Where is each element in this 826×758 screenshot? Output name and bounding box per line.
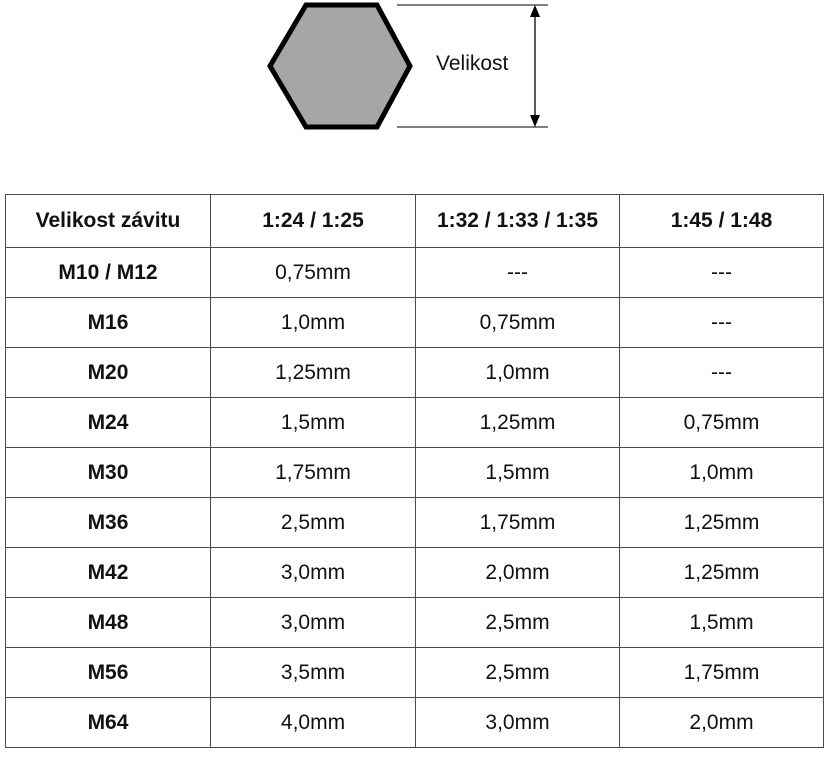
hexagon-shape xyxy=(270,5,410,127)
table-cell: 2,0mm xyxy=(416,548,620,598)
table-row xyxy=(6,648,824,698)
table-row xyxy=(6,298,824,348)
table-cell: 2,5mm xyxy=(211,498,416,548)
table-row xyxy=(6,398,824,448)
table-cell: 1,0mm xyxy=(416,348,620,398)
table-cell: 4,0mm xyxy=(211,698,416,748)
thread-size-cell: M56 xyxy=(6,648,211,698)
table-cell: --- xyxy=(620,298,824,348)
table-cell: 1,75mm xyxy=(620,648,824,698)
thread-size-table xyxy=(5,194,824,748)
hex-nut-diagram xyxy=(0,0,826,150)
table-cell: --- xyxy=(620,348,824,398)
dimension-arrow-bottom xyxy=(530,115,540,127)
table-row xyxy=(6,448,824,498)
table-cell: 3,5mm xyxy=(211,648,416,698)
table-cell: 3,0mm xyxy=(416,698,620,748)
table-row xyxy=(6,598,824,648)
table-row xyxy=(6,548,824,598)
table-cell: 0,75mm xyxy=(416,298,620,348)
table-cell: --- xyxy=(416,248,620,298)
table-cell: 1,25mm xyxy=(620,498,824,548)
table-cell: 3,0mm xyxy=(211,548,416,598)
header-scale-1-24: 1:24 / 1:25 xyxy=(211,195,416,248)
table-cell: 1,5mm xyxy=(211,398,416,448)
table-cell: 1,25mm xyxy=(620,548,824,598)
table-cell: 1,5mm xyxy=(620,598,824,648)
table-cell: 1,0mm xyxy=(211,298,416,348)
thread-size-cell: M42 xyxy=(6,548,211,598)
table-header-row xyxy=(6,195,824,248)
table-cell: 3,0mm xyxy=(211,598,416,648)
thread-size-cell: M20 xyxy=(6,348,211,398)
table-cell: 2,5mm xyxy=(416,648,620,698)
table-cell: 0,75mm xyxy=(211,248,416,298)
table-cell: 2,0mm xyxy=(620,698,824,748)
table-cell: --- xyxy=(620,248,824,298)
table-cell: 1,0mm xyxy=(620,448,824,498)
dimension-arrow-top xyxy=(530,5,540,17)
header-scale-1-32: 1:32 / 1:33 / 1:35 xyxy=(416,195,620,248)
table-row xyxy=(6,248,824,298)
table-cell: 2,5mm xyxy=(416,598,620,648)
dimension-label: Velikost xyxy=(436,52,509,75)
table-cell: 1,25mm xyxy=(416,398,620,448)
table-row xyxy=(6,498,824,548)
thread-size-cell: M64 xyxy=(6,698,211,748)
table-cell: 0,75mm xyxy=(620,398,824,448)
header-thread-size: Velikost závitu xyxy=(6,195,211,248)
thread-size-cell: M48 xyxy=(6,598,211,648)
table-cell: 1,75mm xyxy=(416,498,620,548)
thread-size-cell: M30 xyxy=(6,448,211,498)
thread-size-cell: M10 / M12 xyxy=(6,248,211,298)
table-cell: 1,5mm xyxy=(416,448,620,498)
thread-size-cell: M36 xyxy=(6,498,211,548)
thread-size-cell: M24 xyxy=(6,398,211,448)
table-row xyxy=(6,348,824,398)
table-cell: 1,75mm xyxy=(211,448,416,498)
header-scale-1-45: 1:45 / 1:48 xyxy=(620,195,824,248)
hex-dimension-figure xyxy=(0,0,826,150)
table-cell: 1,25mm xyxy=(211,348,416,398)
thread-size-cell: M16 xyxy=(6,298,211,348)
table-row xyxy=(6,698,824,748)
